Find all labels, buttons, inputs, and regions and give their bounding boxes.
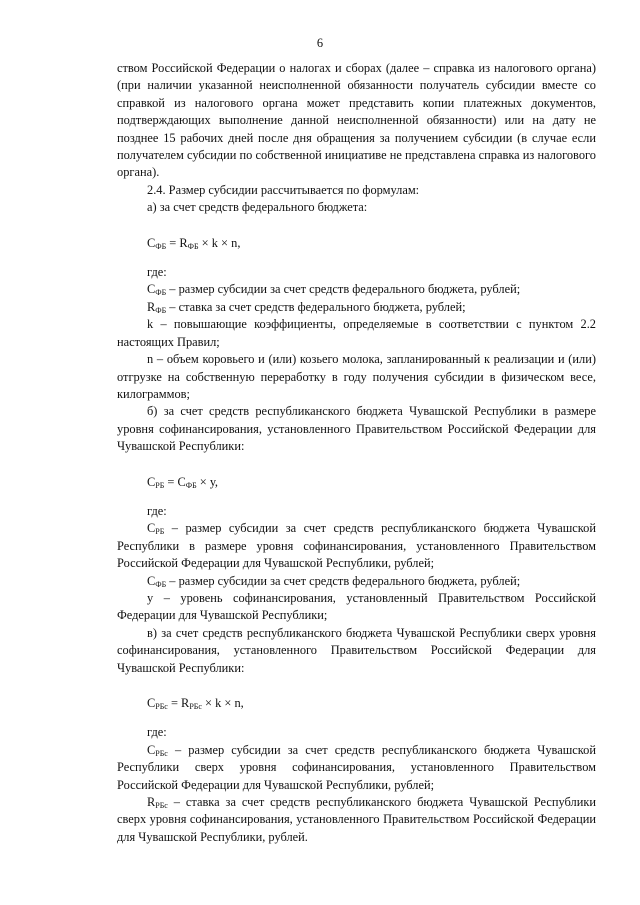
item-a-heading: а) за счет средств федерального бюджета:: [147, 200, 368, 215]
definition-r-fb: $R_{ФБ}$ – ставка за счет средств федерального бюджета, рублей;: [147, 299, 466, 315]
definition-r-rbs: $R_{РБс}$ – ставка за счет средств республиканского бюджета Чувашской Республики сверх уровня софинансирования, установленного Правительством Российской Федерации для Чувашской Республики, рублей.: [117, 795, 596, 844]
definition-c-rbs: $С_{РБс}$ – размер субсидии за счет средств республиканского бюджета Чувашской Республики сверх уровня софинансирования, установленного Правительством Российской Федерации для Чувашской Республики, рублей;: [117, 742, 596, 792]
where-label: где:: [147, 265, 167, 280]
item-b-heading: б) за счет средств республиканского бюджета Чувашской Республики в размере уровня софинансирования, установленного Правительством Российской Федерации для Чувашской Республики:: [117, 404, 596, 454]
formula-republican: $С_{РБ} = С_{ФБ} \times у$,: [147, 474, 218, 490]
definition-y: у – уровень софинансирования, установленный Правительством Российской Федерации для Чувашской Республики;: [117, 590, 596, 623]
definition-c-rb: $С_{РБ}$ – размер субсидии за счет средств республиканского бюджета Чувашской Республики в размере уровня софинансирования, установленного Правительством Российской Федерации для Чувашской Республики, рублей;: [117, 521, 596, 571]
definition-c-fb-2: $С_{ФБ}$ – размер субсидии за счет средств федерального бюджета, рублей;: [147, 573, 521, 589]
item-c-heading: в) за счет средств республиканского бюджета Чувашской Республики сверх уровня софинансирования, установленного Правительством Российской Федерации для Чувашской Республики:: [117, 625, 596, 675]
page-number: 6: [316, 36, 324, 50]
formula-federal: $С_{ФБ} = R_{ФБ} \times k \times n$,: [147, 235, 241, 251]
definition-c-fb: $С_{ФБ}$ – размер субсидии за счет средств федерального бюджета, рублей;: [147, 282, 521, 298]
clause-2-4: 2.4. Размер субсидии рассчитывается по формулам:: [147, 182, 420, 197]
definition-n: n – объем коровьего и (или) козьего молока, запланированный к реализации и (или) отгрузке на собственную переработку в году получения субсидии в физическом весе, килограммов;: [117, 352, 596, 401]
where-label: где:: [147, 725, 167, 740]
formula-republican-extra: $С_{РБс} = R_{РБс} \times k \times n$,: [147, 696, 244, 711]
continuation-paragraph: ством Российской Федерации о налогах и сборах (далее – справка из налогового органа) (при наличии указанной неисполненной обязанности получатель субсидии вместе со справкой из налогового органа может представить копии платежных документов, подтверждающих выполнение данной неисполненной обязанности) или на дату не позднее 15 рабочих дней после дня обращения за получением субсидии (в случае если получателем субсидии по собственной инициативе не представлена справка из налогового органа).: [117, 61, 596, 180]
definition-k: k – повышающие коэффициенты, определяемые в соответствии с пунктом 2.2 настоящих Правил;: [117, 317, 596, 349]
where-label: где:: [147, 503, 167, 518]
document-body: [117, 60, 596, 846]
